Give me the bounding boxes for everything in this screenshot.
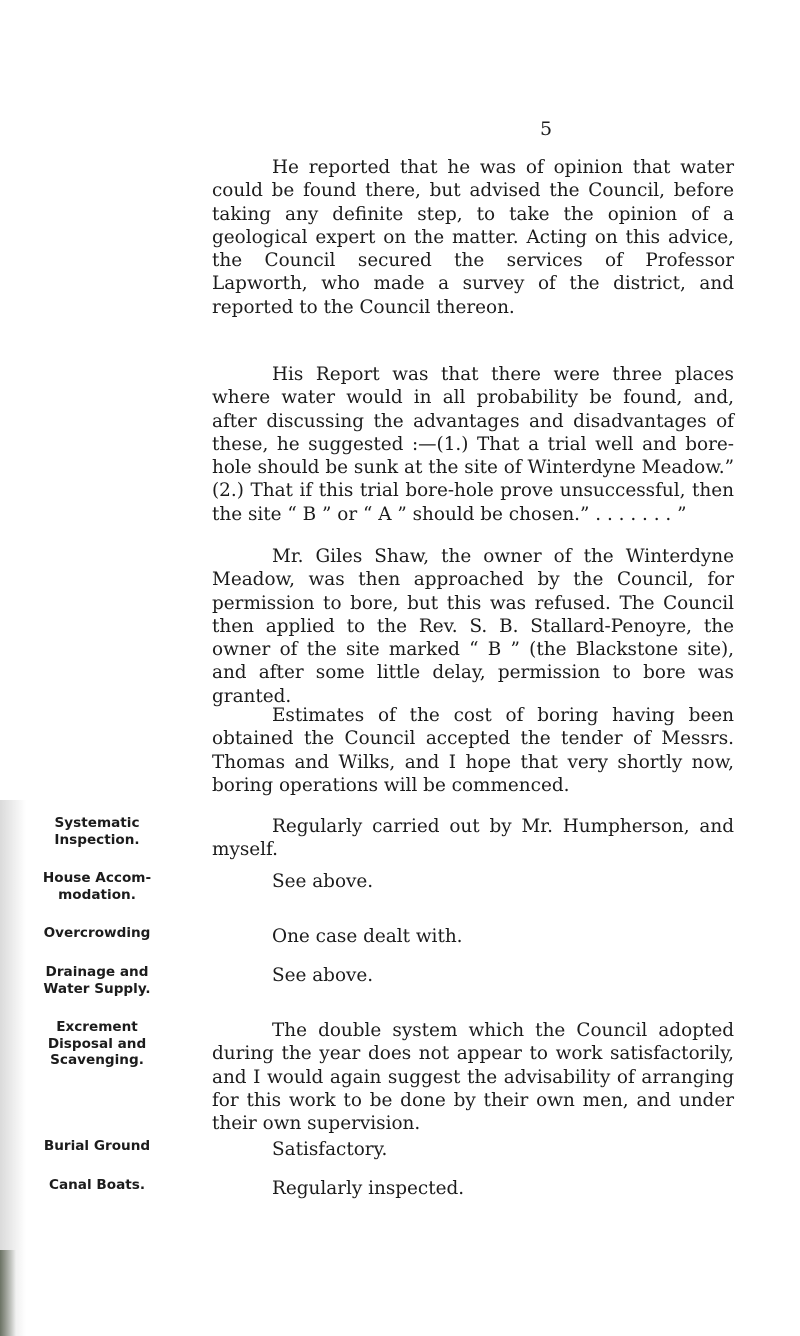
margin-label: Systematic Inspection. [54, 815, 140, 848]
section-text: See above. [272, 965, 374, 986]
margin-label: Drainage and Water Supply. [43, 964, 151, 997]
section-text: See above. [272, 871, 374, 892]
margin-label: House Accom- modation. [42, 870, 152, 903]
margin-label: Excrement Disposal and Scavenging. [47, 1019, 147, 1068]
margin-label: Overcrowding [43, 925, 151, 941]
section-text: Regularly inspected. [272, 1178, 465, 1199]
binding-edge [0, 1250, 16, 1336]
paragraph-geological-advice: He reported that he was of opinion that water could be found there, but advised the Council, before taking any definite step, to take the opinion of a geological expert on the matter. Acting on this advice, the Council secured the services of Professor Lapworth, who made a survey of the district, and reported to the Council thereon. [212, 157, 734, 318]
paragraph-report-summary: His Report was that there were three places where water would in all probability be found, and, after discussing the advantages and disadvantages of these, he suggested :—(1.) That a trial well and bore-hole should be sunk at the site of Winterdyne Meadow.” (2.) That if this trial bore-hole prove unsuccessful, then the site “ B ” or “ A ” should be chosen.” . . . . . . . ” [212, 364, 734, 525]
paragraph-permission-to-bore: Mr. Giles Shaw, the owner of the Winterdyne Meadow, was then approached by the Council, for permission to bore, but this was refused. The Council then applied to the Rev. S. B. Stallard-Penoyre, the owner of the site marked “ B ” (the Blackstone site), and after some little delay, permission to bore was granted. [212, 546, 734, 707]
section-text: The double system which the Council adopted during the year does not appear to work satisfactorily, and I would again suggest the advisability of arranging for this work to be done by their own men, and under their own supervision. [212, 1020, 734, 1135]
section-text: One case dealt with. [272, 926, 463, 947]
page-number: 5 [540, 118, 553, 140]
margin-label: Burial Ground [43, 1138, 151, 1154]
section-text: Satisfactory. [272, 1139, 388, 1160]
margin-label: Canal Boats. [48, 1177, 146, 1193]
section-text: Regularly carried out by Mr. Humpherson, and myself. [212, 816, 734, 861]
paragraph-boring-estimates: Estimates of the cost of boring having been obtained the Council accepted the tender of Messrs. Thomas and Wilks, and I hope that very shortly now, boring operations will be commenced. [212, 705, 734, 796]
